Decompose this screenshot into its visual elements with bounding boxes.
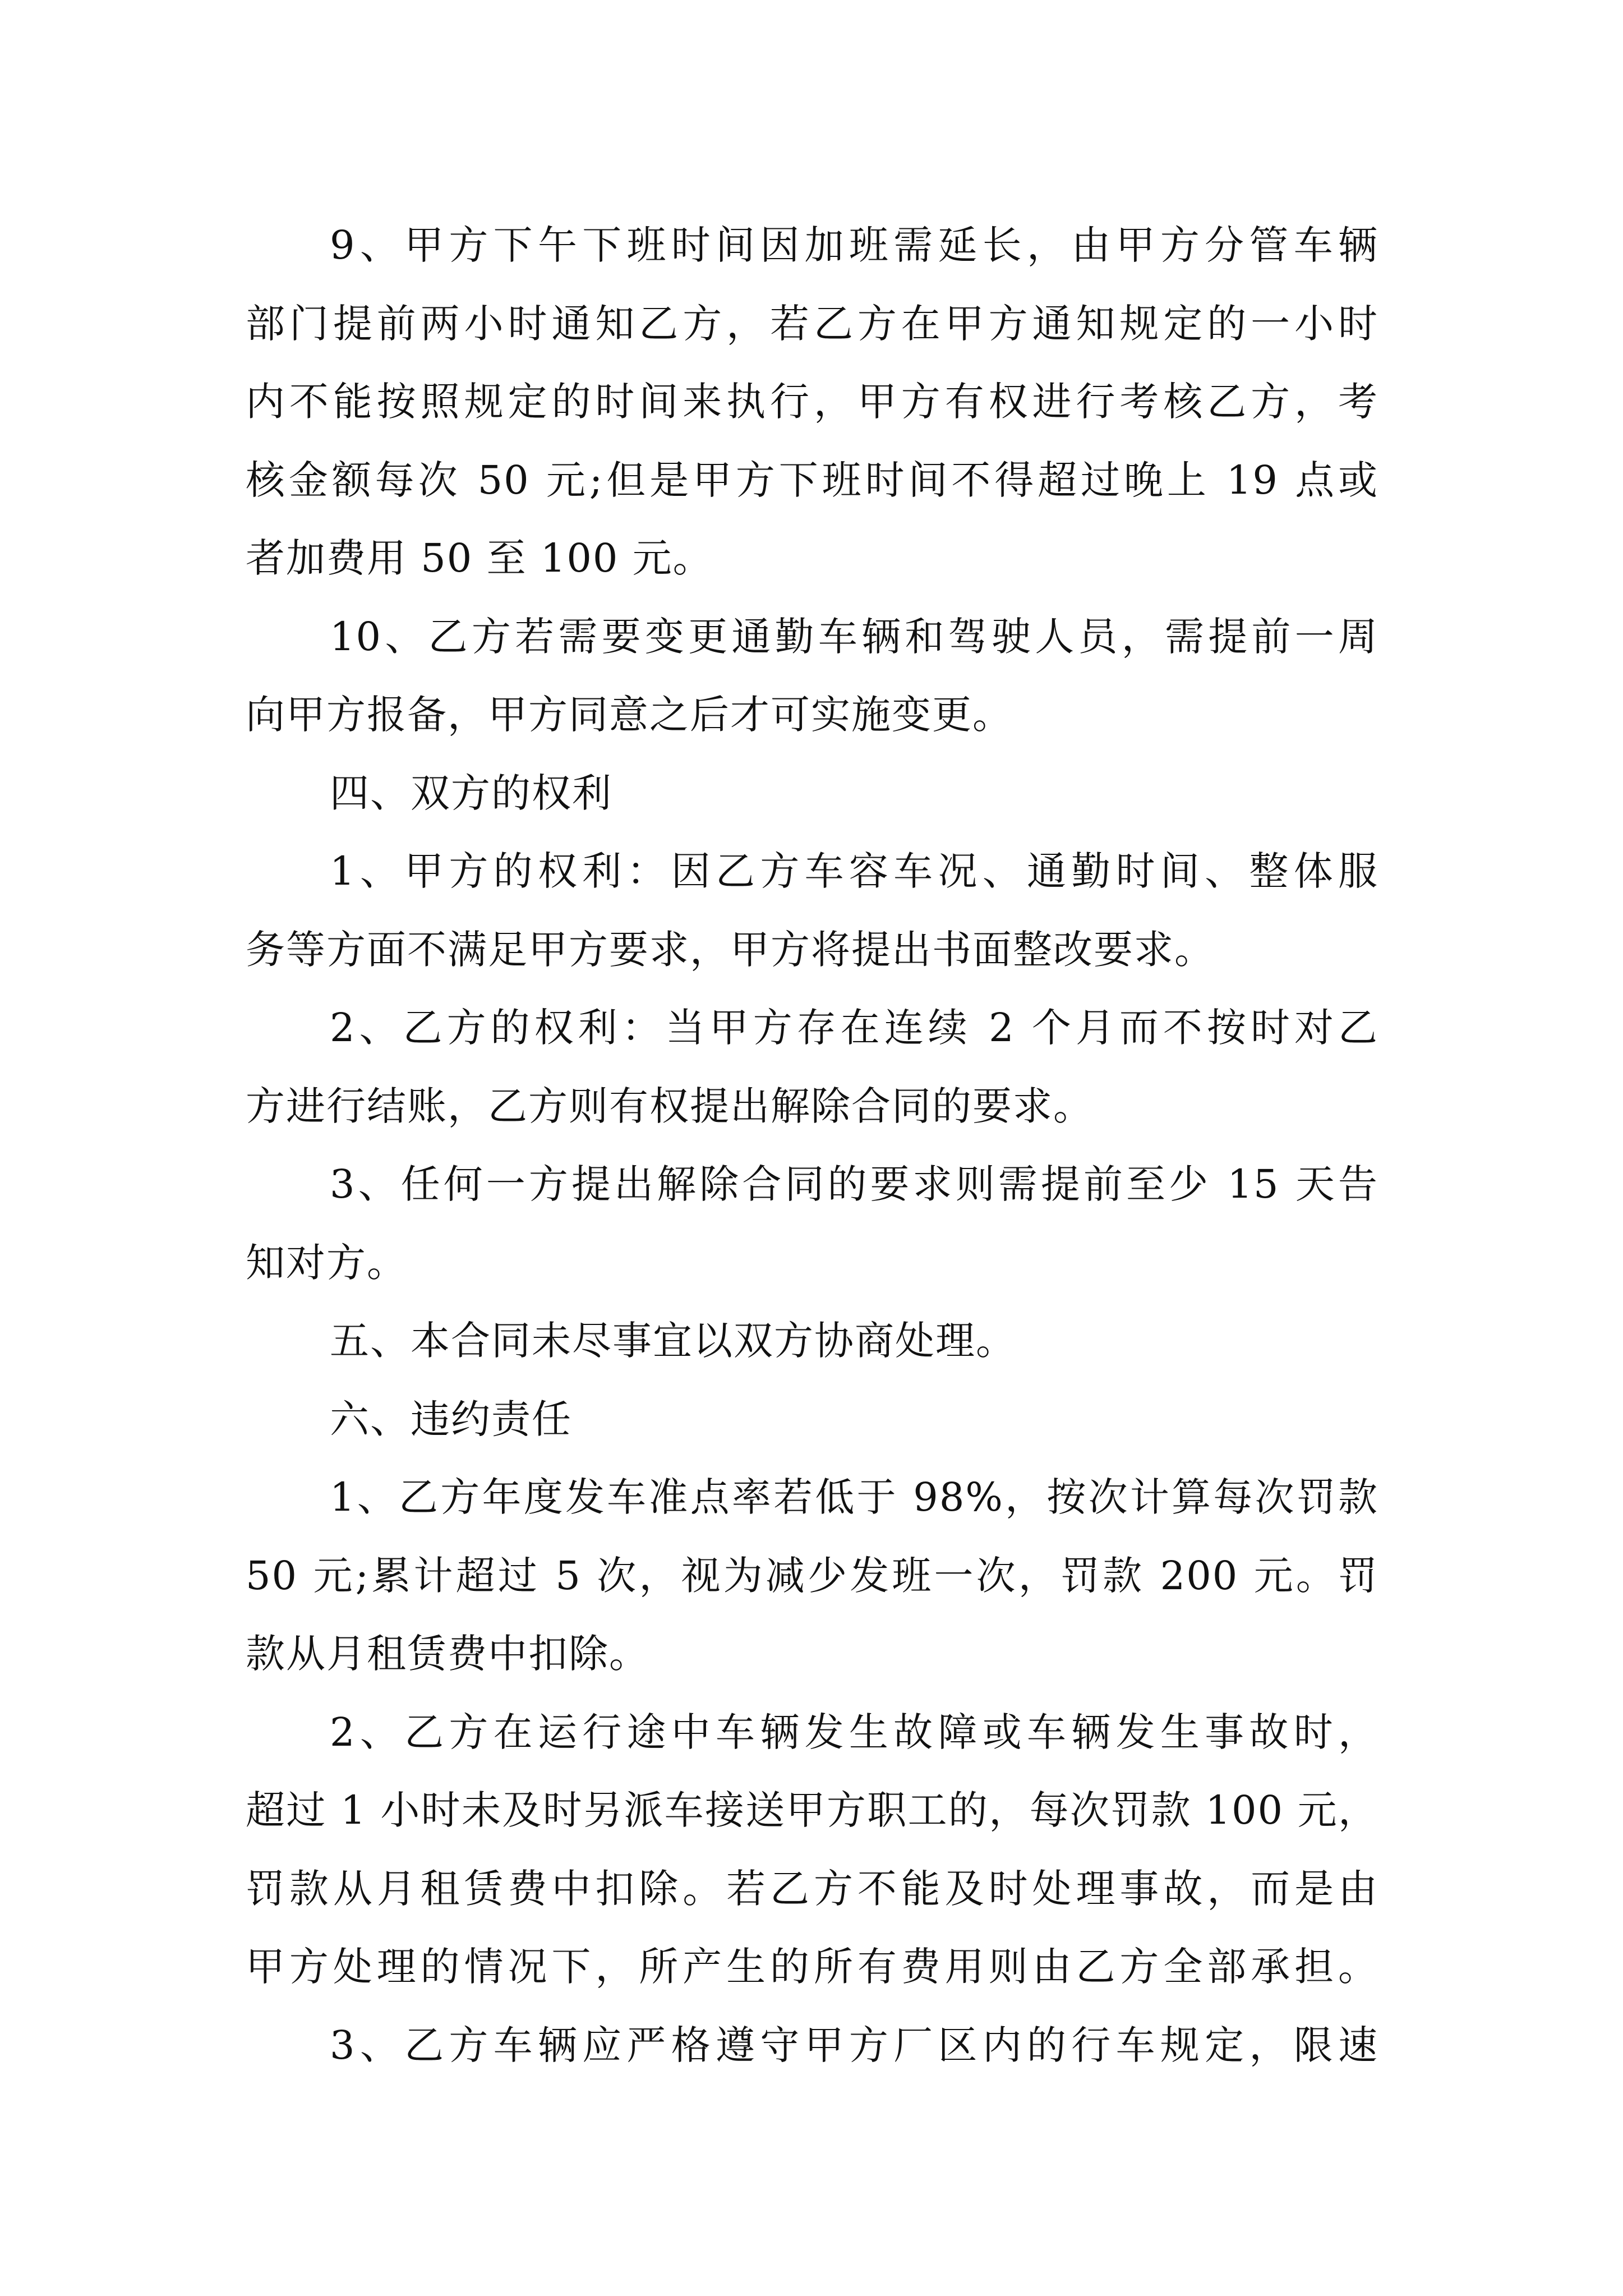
paragraph-line: 9、甲方下午下班时间因加班需延长，由甲方分管车辆 [330, 222, 1378, 268]
section-heading: 五、本合同未尽事宜以双方协商处理。 [330, 1318, 1016, 1364]
paragraph-line: 10、乙方若需要变更通勤车辆和驾驶人员，需提前一周 [330, 613, 1378, 660]
contract-body-text [246, 206, 1378, 2085]
paragraph-line: 方进行结账，乙方则有权提出解除合同的要求。 [246, 1083, 1094, 1129]
paragraph-line: 1、乙方年度发车准点率若低于 98%，按次计算每次罚款 [330, 1474, 1378, 1520]
paragraph-line: 3、任何一方提出解除合同的要求则需提前至少 15 天告 [330, 1161, 1378, 1207]
paragraph-line: 款从月租赁费中扣除。 [246, 1631, 649, 1677]
paragraph-line: 部门提前两小时通知乙方，若乙方在甲方通知规定的一小时 [246, 300, 1378, 347]
paragraph-line: 核金额每次 50 元;但是甲方下班时间不得超过晚上 19 点或 [246, 457, 1378, 503]
paragraph-line: 知对方。 [246, 1239, 407, 1286]
section-heading: 四、双方的权利 [330, 770, 612, 816]
paragraph-line: 内不能按照规定的时间来执行，甲方有权进行考核乙方，考 [246, 379, 1378, 425]
paragraph-line: 3、乙方车辆应严格遵守甲方厂区内的行车规定，限速 [330, 2022, 1378, 2068]
paragraph-line: 2、乙方在运行途中车辆发生故障或车辆发生事故时， [330, 1709, 1378, 1755]
section-heading: 六、违约责任 [330, 1396, 572, 1442]
paragraph-line: 2、乙方的权利：当甲方存在连续 2 个月而不按时对乙 [330, 1005, 1378, 1051]
paragraph-line: 务等方面不满足甲方要求，甲方将提出书面整改要求。 [246, 926, 1215, 973]
paragraph-line: 50 元;累计超过 5 次，视为减少发班一次，罚款 200 元。罚 [246, 1552, 1378, 1599]
paragraph-line: 超过 1 小时未及时另派车接送甲方职工的，每次罚款 100 元， [246, 1787, 1378, 1833]
paragraph-line: 罚款从月租赁费中扣除。若乙方不能及时处理事故，而是由 [246, 1865, 1378, 1912]
paragraph-line: 甲方处理的情况下，所产生的所有费用则由乙方全部承担。 [246, 1944, 1378, 1990]
paragraph-line: 1、甲方的权利：因乙方车容车况、通勤时间、整体服 [330, 848, 1378, 894]
paragraph-line: 向甲方报备，甲方同意之后才可实施变更。 [246, 692, 1013, 738]
paragraph-line: 者加费用 50 至 100 元。 [246, 535, 713, 581]
